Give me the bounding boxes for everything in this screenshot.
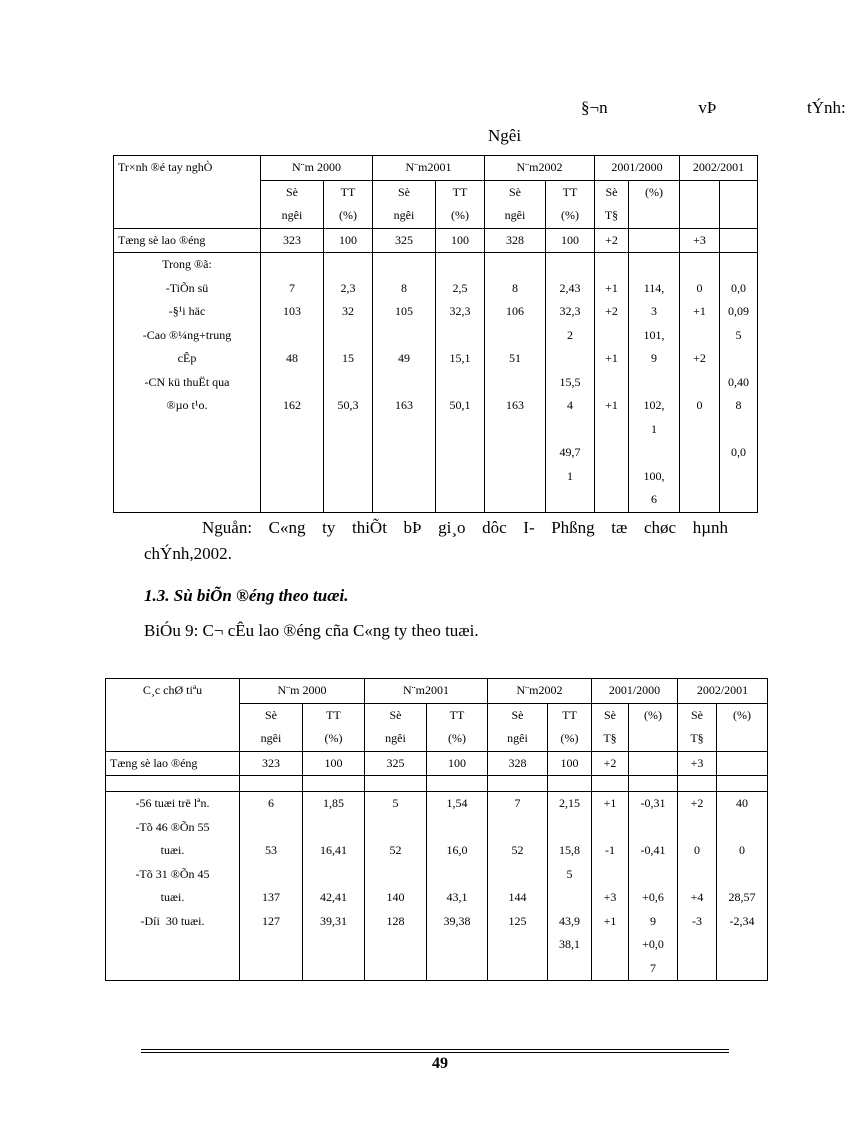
- header-cell: N¨m 2000: [240, 679, 365, 704]
- header-cell: (%): [629, 180, 680, 228]
- table-cell: Trong ®ã: -TiÕn sü -§¹i häc -Cao ®¼ng+trung cÊp -CN kü thuËt qua ®µo t¹o.: [114, 253, 261, 513]
- header-cell: Sè ngêi: [485, 180, 546, 228]
- table-cell: 325: [365, 751, 427, 776]
- table-cell: +2: [595, 228, 629, 253]
- table-row: [106, 792, 768, 981]
- header-cell: Sè ngêi: [488, 703, 548, 751]
- table-cell: +1 +2 +1 +1: [595, 253, 629, 513]
- section-heading: 1.3. Sù biÕn ®éng theo tuæi.: [144, 586, 349, 605]
- header-cell: 2001/2000: [592, 679, 678, 704]
- table-cell: 2,15 15,8 5 43,9 38,1: [548, 792, 592, 981]
- table-cell: 100: [546, 228, 595, 253]
- table-cell: 8 106 51 163: [485, 253, 546, 513]
- table-cell: Tæng sè lao ®éng: [114, 228, 261, 253]
- source-line: chÝnh,2002.: [144, 544, 232, 563]
- table-cell: 8 105 49 163: [373, 253, 436, 513]
- table-cell: 0,0 0,09 5 0,40 8 0,0: [720, 253, 758, 513]
- header-cell: Sè ngêi: [240, 703, 303, 751]
- table-cell: 1,85 16,41 42,41 39,31: [303, 792, 365, 981]
- table-cell: Tæng sè lao ®éng: [106, 751, 240, 776]
- table-cell: [629, 228, 680, 253]
- source-note: [144, 515, 728, 567]
- table-cell: +2: [592, 751, 629, 776]
- table-cell: -56 tuæi trë lªn. -Tõ 46 ®Õn 55 tuæi. -Tõ 31 ®Õn 45 tuæi. -Díi 30 tuæi.: [106, 792, 240, 981]
- header-cell: Tr×nh ®é tay nghÒ: [114, 156, 261, 229]
- header-cell: TT (%): [546, 180, 595, 228]
- table-cell: +3: [678, 751, 717, 776]
- table-cell: 0 +1 +2 0: [680, 253, 720, 513]
- table-cell: +3: [680, 228, 720, 253]
- footer-rule: [141, 1049, 729, 1050]
- table-cell: 100: [436, 228, 485, 253]
- table-cell: +2 0 +4 -3: [678, 792, 717, 981]
- table-cell: 114, 3 101, 9 102, 1 100, 6: [629, 253, 680, 513]
- header-cell: TT (%): [324, 180, 373, 228]
- table-cell: [720, 228, 758, 253]
- header-cell: N¨m2002: [485, 156, 595, 181]
- table-cell: 2,5 32,3 15,1 50,1: [436, 253, 485, 513]
- header-cell: 2002/2001: [680, 156, 758, 181]
- table-cell: 325: [373, 228, 436, 253]
- header-cell: Sè ngêi: [365, 703, 427, 751]
- header-cell: [720, 180, 758, 228]
- header-cell: [680, 180, 720, 228]
- header-row: [106, 679, 768, 704]
- header-cell: 2001/2000: [595, 156, 680, 181]
- footer-rule: [141, 1052, 729, 1053]
- header-cell: Sè T§: [595, 180, 629, 228]
- header-cell: 2002/2001: [678, 679, 768, 704]
- header-cell: C¸c chØ tiªu: [106, 679, 240, 752]
- header-cell: TT (%): [427, 703, 488, 751]
- unit-label: §¬n vÞ tÝnh:: [581, 98, 846, 117]
- table-cell: 1,54 16,0 43,1 39,38: [427, 792, 488, 981]
- header-cell: Sè T§: [592, 703, 629, 751]
- table-cell: 7 52 144 125: [488, 792, 548, 981]
- table-cell: 7 103 48 162: [261, 253, 324, 513]
- table-cell: 323: [240, 751, 303, 776]
- header-cell: N¨m2001: [365, 679, 488, 704]
- header-row: [114, 156, 758, 181]
- header-cell: TT (%): [303, 703, 365, 751]
- table-cell: [717, 751, 768, 776]
- table-cell: 100: [324, 228, 373, 253]
- table-cell: 2,43 32,3 2 15,5 4 49,7 1: [546, 253, 595, 513]
- header-cell: (%): [717, 703, 768, 751]
- table-cell: 100: [303, 751, 365, 776]
- header-cell: N¨m 2000: [261, 156, 373, 181]
- table-cell: 2,3 32 15 50,3: [324, 253, 373, 513]
- table-caption: BiÓu 9: C¬ cÊu lao ®éng cña C«ng ty theo tuæi.: [144, 621, 479, 640]
- header-cell: Sè T§: [678, 703, 717, 751]
- table-cell: 328: [488, 751, 548, 776]
- table-cell: [629, 751, 678, 776]
- table-cell: 328: [485, 228, 546, 253]
- table-cell: 100: [427, 751, 488, 776]
- total-row: [106, 751, 768, 776]
- page-number: 49: [432, 1055, 448, 1072]
- header-cell: Sè ngêi: [373, 180, 436, 228]
- header-cell: N¨m2001: [373, 156, 485, 181]
- skill-table: [113, 155, 758, 513]
- table-cell: -0,31 -0,41 +0,6 9 +0,0 7: [629, 792, 678, 981]
- header-cell: (%): [629, 703, 678, 751]
- spacer-row: [106, 776, 768, 792]
- age-table: [105, 678, 768, 981]
- table-cell: 100: [548, 751, 592, 776]
- source-line: Nguån: C«ng ty thiÕt bÞ gi¸o dôc I- Phßng tæ chøc hµnh: [202, 518, 728, 537]
- header-cell: TT (%): [436, 180, 485, 228]
- table-row: [114, 253, 758, 513]
- unit-value: Ngêi: [488, 126, 522, 145]
- header-cell: TT (%): [548, 703, 592, 751]
- table-cell: 323: [261, 228, 324, 253]
- header-cell: N¨m2002: [488, 679, 592, 704]
- table-cell: 40 0 28,57 -2,34: [717, 792, 768, 981]
- header-cell: Sè ngêi: [261, 180, 324, 228]
- table-cell: 5 52 140 128: [365, 792, 427, 981]
- table-cell: +1 -1 +3 +1: [592, 792, 629, 981]
- total-row: [114, 228, 758, 253]
- table-cell: 6 53 137 127: [240, 792, 303, 981]
